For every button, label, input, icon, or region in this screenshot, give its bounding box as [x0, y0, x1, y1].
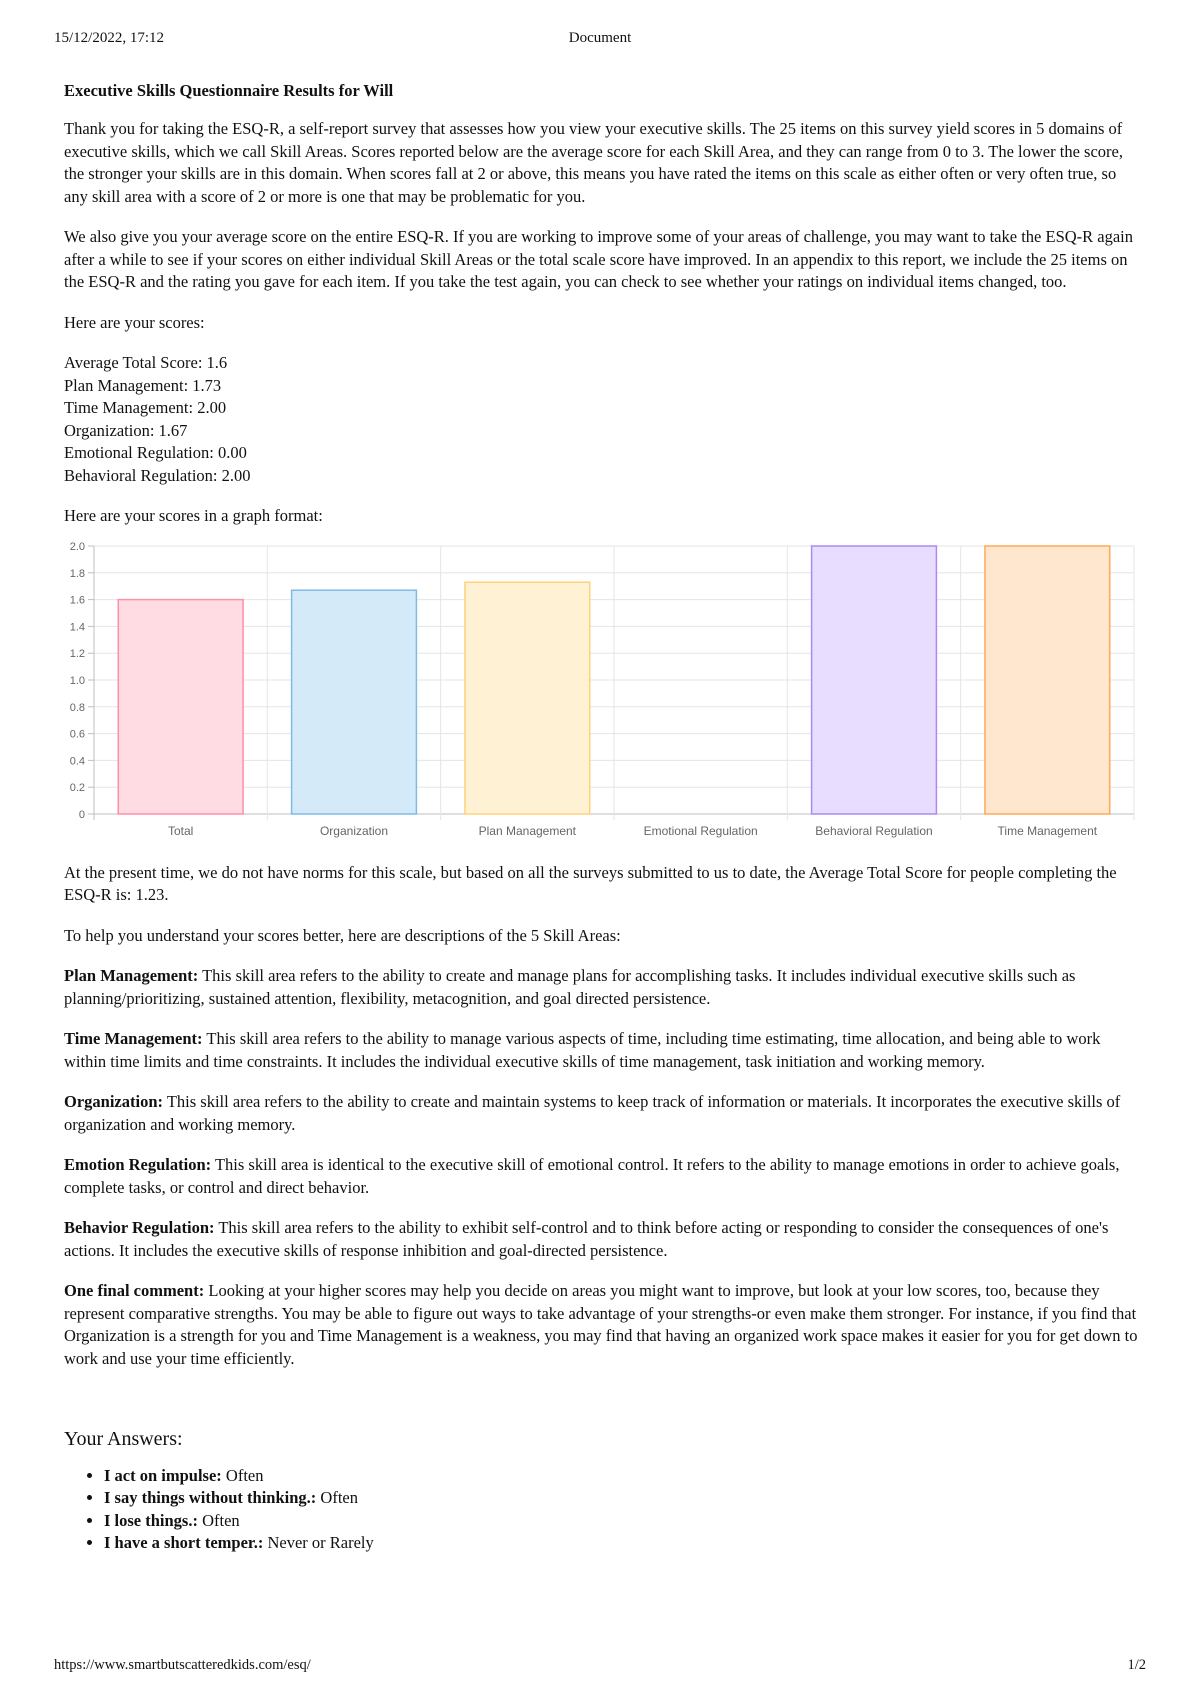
score-behavioral-regulation: Behavioral Regulation: 2.00 [64, 465, 251, 485]
list-item [104, 1465, 1144, 1488]
report-heading: Executive Skills Questionnaire Results for Will [64, 81, 394, 100]
skill-text: This skill area refers to the ability to create and maintain systems to keep track of information or materials. It incorporates the executive skills of organization and working memory. [64, 1092, 1121, 1134]
answer-question: I act on impulse: [104, 1465, 222, 1485]
x-tick-label: Behavioral Regulation [815, 823, 933, 838]
final-comment [64, 1280, 1144, 1370]
skill-label: Behavior Regulation: [64, 1218, 215, 1237]
score-total: Average Total Score: 1.6 [64, 353, 228, 372]
score-emotional-regulation: Emotional Regulation: 0.00 [64, 443, 247, 462]
skill-text: Looking at your higher scores may help you decide on areas you might want to improve, but look at your low scores, too, because they represent comparative strengths. You may be able to figure out ways to take advantage of your strengths-or even make them stronger. For instance, if you find that Organization is a strength for you and Time Management is a weakness, you may find that having an organized work space makes it easier for you for get down to work and use your time efficiently. [64, 1281, 1138, 1368]
y-tick-label: 0 [78, 808, 85, 821]
score-plan-management: Plan Management: 1.73 [64, 375, 222, 395]
skill-text: This skill area refers to the ability to exhibit self-control and to think before acting or responding to consider the consequences of one's actions. It includes the executive skills of response inhibition and goal-directed persistence. [64, 1218, 1109, 1260]
skill-label: One final comment: [64, 1281, 205, 1300]
skill-label: Plan Management: [64, 966, 199, 985]
x-tick-label: Total [167, 823, 194, 838]
print-title: Document [568, 30, 632, 46]
list-item [104, 1487, 1144, 1510]
bar [465, 582, 590, 814]
y-tick-label: 1.0 [69, 674, 85, 687]
bar [292, 590, 417, 814]
bar [985, 546, 1110, 814]
intro-paragraph-2: We also give you your average score on the entire ESQ-R. If you are working to improve some of your areas of challenge, you may want to take the ESQ-R again after a while to see if your scores on either individual Skill Areas or the total scale score have improved. In an appendix to this report, we include the 25 items on the ESQ-R and the rating you gave for each item. If you take the test again, you can check to see whether your ratings on individual items changed, too. [64, 227, 1134, 291]
scores-intro: Here are your scores: [64, 312, 205, 332]
answer-question: I have a short temper.: [104, 1533, 264, 1552]
score-organization: Organization: 1.67 [64, 420, 188, 440]
print-header [54, 30, 1146, 50]
print-url: https://www.smartbutscatteredkids.com/esq/ [54, 1657, 311, 1673]
skill-label: Organization: [64, 1092, 163, 1111]
skill-text: This skill area is identical to the executive skill of emotional control. It refers to the ability to manage emotions in order to achieve goals, complete tasks, or control and direct behavior. [64, 1155, 1120, 1197]
answer-value: Often [316, 1488, 358, 1507]
skill-behavior-regulation [64, 1217, 1144, 1262]
skill-emotion-regulation [64, 1154, 1144, 1199]
skill-label: Emotion Regulation: [64, 1155, 212, 1174]
answer-question: I say things without thinking.: [104, 1488, 317, 1507]
y-tick-label: 1.6 [69, 594, 85, 607]
x-tick-label: Plan Management [478, 823, 577, 838]
skill-organization [64, 1091, 1144, 1136]
x-tick-label: Time Management [997, 823, 1098, 838]
descriptions-intro: To help you understand your scores better, here are descriptions of the 5 Skill Areas: [64, 925, 621, 945]
y-tick-label: 1.8 [69, 567, 85, 580]
intro-paragraph-1: Thank you for taking the ESQ-R, a self-report survey that assesses how you view your executive skills. The 25 items on this survey yield scores in 5 domains of executive skills, which we call Skill Areas. Scores reported below are the average score for each Skill Area, and they can range from 0 to 3. The lower the score, the stronger your skills are in this domain. When scores fall at 2 or above, this means you have rated the items on this scale as either often or very often true, so any skill area with a score of 2 or more is one that may be problematic for you. [64, 119, 1123, 206]
skill-time-management [64, 1028, 1144, 1073]
page-number: 1/2 [1127, 1657, 1146, 1673]
answer-value: Often [221, 1465, 264, 1485]
x-tick-label: Emotional Regulation [643, 823, 758, 838]
x-tick-label: Organization [319, 823, 389, 838]
graph-intro: Here are your scores in a graph format: [64, 506, 323, 525]
y-tick-label: 1.4 [69, 620, 85, 633]
score-time-management: Time Management: 2.00 [64, 398, 227, 417]
skill-text: This skill area refers to the ability to manage various aspects of time, including time estimating, time allocation, and being able to work within time limits and time constraints. It includes the individual executive skills of time management, task initiation and working memory. [64, 1029, 1101, 1071]
list-item [104, 1532, 1144, 1555]
norms-paragraph: At the present time, we do not have norms for this scale, but based on all the surveys submitted to us to date, the Average Total Score for people completing the ESQ-R is: 1.23. [64, 862, 1117, 904]
answers-list [64, 1465, 1144, 1555]
scores-bar-chart [58, 538, 1146, 848]
print-datetime: 15/12/2022, 17:12 [54, 30, 165, 46]
skill-text: This skill area refers to the ability to create and manage plans for accomplishing tasks. It includes individual executive skills such as planning/prioritizing, sustained attention, flexibility, metacognition, and goal directed persistence. [64, 966, 1076, 1008]
answer-value: Never or Rarely [263, 1533, 374, 1552]
skill-label: Time Management: [64, 1029, 203, 1048]
list-item [104, 1510, 1144, 1533]
score-list [64, 352, 1144, 487]
answer-value: Often [197, 1510, 240, 1530]
skill-plan-management [64, 965, 1144, 1010]
y-tick-label: 0.4 [69, 754, 85, 767]
y-tick-label: 1.2 [69, 647, 85, 660]
chart-svg [58, 538, 1146, 848]
y-tick-label: 0.6 [69, 728, 85, 741]
y-tick-label: 0.8 [69, 701, 85, 714]
answers-heading: Your Answers: [64, 1428, 183, 1450]
bar [812, 546, 937, 814]
y-tick-label: 0.2 [69, 781, 85, 794]
bar [118, 599, 243, 813]
y-tick-label: 2.0 [69, 540, 85, 553]
print-footer [54, 1657, 1146, 1677]
report-content [64, 80, 1144, 1555]
answer-question: I lose things.: [104, 1510, 198, 1530]
